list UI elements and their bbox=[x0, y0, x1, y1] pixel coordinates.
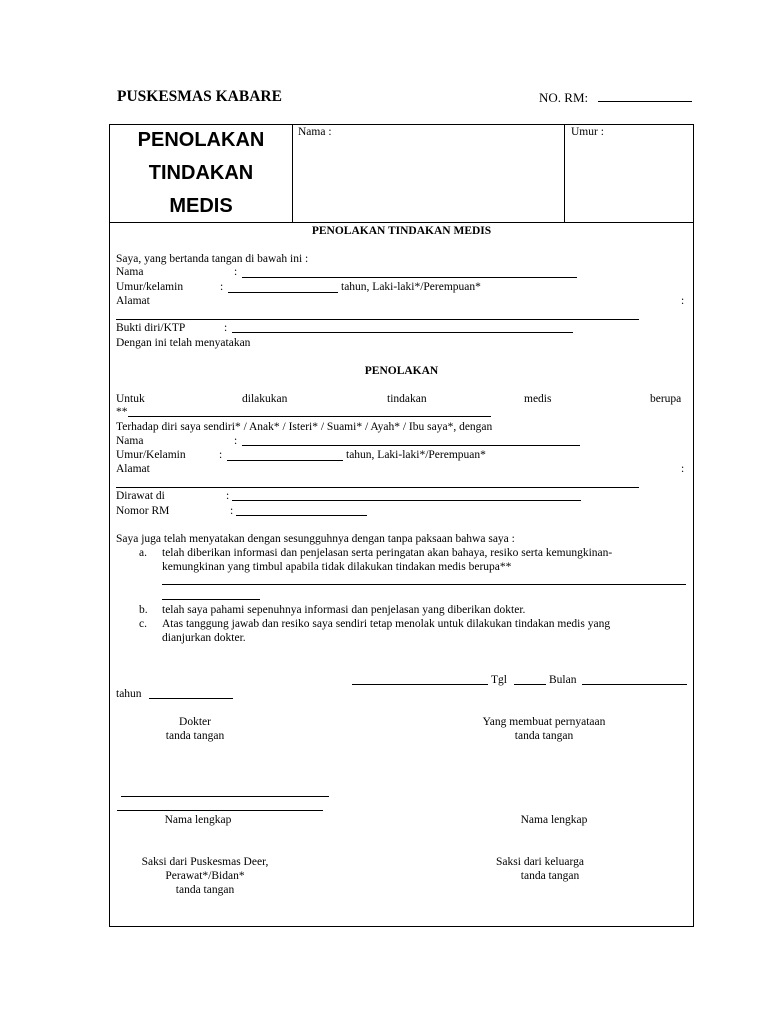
form-title-line1: PENOLAKAN bbox=[137, 129, 265, 151]
title-divider bbox=[292, 124, 293, 222]
tahun-field[interactable] bbox=[149, 698, 233, 699]
statement-a-field-continued[interactable] bbox=[162, 599, 260, 600]
patient-umur-suffix: tahun, Laki-laki*/Perempuan* bbox=[346, 449, 486, 461]
saksi-puskesmas-line1: Saksi dari Puskesmas Deer, bbox=[141, 856, 269, 868]
statement-c-line1: Atas tanggung jawab dan resiko saya sendiri tetap menolak untuk dilakukan tindakan medis yang bbox=[162, 618, 611, 630]
form-title-line3: MEDIS bbox=[169, 195, 233, 217]
header-nama-label[interactable]: Nama : bbox=[298, 126, 332, 138]
rm-number-field[interactable] bbox=[598, 101, 692, 102]
place-field[interactable] bbox=[352, 684, 488, 685]
statement-a-marker: a. bbox=[139, 547, 147, 559]
dirawat-label: Dirawat di bbox=[116, 490, 165, 502]
dokter-tanda-tangan: tanda tangan bbox=[165, 730, 225, 742]
header-divider bbox=[109, 222, 694, 223]
section-title: PENOLAKAN TINDAKAN MEDIS bbox=[311, 225, 492, 237]
pembuat-tanda-tangan: tanda tangan bbox=[514, 730, 574, 742]
statement-b-text: telah saya pahami sepenuhnya informasi dan penjelasan yang diberikan dokter. bbox=[162, 604, 526, 616]
statement-a-field[interactable] bbox=[162, 584, 686, 585]
statement-c-marker: c. bbox=[139, 618, 147, 630]
patient-alamat-label: Alamat bbox=[116, 463, 150, 475]
bulan-label: Bulan bbox=[549, 674, 577, 686]
patient-nama-field[interactable] bbox=[242, 445, 580, 446]
nomor-rm-field[interactable] bbox=[236, 515, 367, 516]
statement-a-line1: telah diberikan informasi dan penjelasan serta peringatan akan bahaya, resiko serta kemungkinan- bbox=[162, 547, 613, 559]
berupa-word: berupa bbox=[650, 393, 682, 405]
patient-nama-label: Nama bbox=[116, 435, 144, 447]
statement-b-marker: b. bbox=[139, 604, 148, 616]
saksi-puskesmas-line2: Perawat*/Bidan* bbox=[165, 870, 245, 882]
tahun-label: tahun bbox=[116, 688, 142, 700]
umur-divider bbox=[564, 124, 565, 222]
statements-intro: Saya juga telah menyatakan dengan sesungguhnya dengan tanpa paksaan bahwa saya : bbox=[116, 533, 515, 545]
colon: : bbox=[230, 505, 234, 517]
untuk-word: Untuk bbox=[116, 393, 145, 405]
nomor-rm-label: Nomor RM bbox=[116, 505, 170, 517]
double-star: ** bbox=[116, 406, 128, 418]
dokter-signature-field-2[interactable] bbox=[117, 810, 323, 811]
form-frame bbox=[109, 124, 694, 927]
declarant-statement: Dengan ini telah menyatakan bbox=[116, 337, 251, 349]
colon: : bbox=[234, 435, 238, 447]
declarant-umur-field[interactable] bbox=[228, 292, 338, 293]
saksi-keluarga-label: Saksi dari keluarga bbox=[496, 856, 584, 868]
saksi-keluarga-tanda-tangan: tanda tangan bbox=[520, 870, 580, 882]
statement-a-line2: kemungkinan yang timbul apabila tidak dilakukan tindakan medis berupa** bbox=[162, 561, 512, 573]
bulan-field[interactable] bbox=[582, 684, 687, 685]
colon: : bbox=[234, 266, 238, 278]
dokter-label: Dokter bbox=[179, 716, 211, 728]
tgl-label: Tgl bbox=[491, 674, 507, 686]
statement-c-line2: dianjurkan dokter. bbox=[162, 632, 246, 644]
medis-word: medis bbox=[524, 393, 552, 405]
declarant-intro: Saya, yang bertanda tangan di bawah ini : bbox=[116, 253, 309, 265]
saksi-puskesmas-tanda-tangan: tanda tangan bbox=[175, 884, 235, 896]
tindakan-field[interactable] bbox=[128, 416, 491, 417]
declarant-alamat-label: Alamat bbox=[116, 295, 150, 307]
clinic-name: PUSKESMAS KABARE bbox=[117, 88, 282, 105]
dilakukan-word: dilakukan bbox=[242, 393, 288, 405]
patient-umur-label: Umur/Kelamin bbox=[116, 449, 186, 461]
colon: : bbox=[220, 281, 224, 293]
dokter-signature-field[interactable] bbox=[121, 796, 329, 797]
colon: : bbox=[219, 449, 223, 461]
header-umur-label[interactable]: Umur : bbox=[571, 126, 604, 138]
declarant-nama-label: Nama bbox=[116, 266, 144, 278]
declarant-alamat-field[interactable] bbox=[116, 319, 639, 320]
patient-alamat-field[interactable] bbox=[116, 487, 639, 488]
rm-number-label: NO. RM: bbox=[539, 90, 589, 105]
terhadap-text: Terhadap diri saya sendiri* / Anak* / Isteri* / Suami* / Ayah* / Ibu saya*, dengan bbox=[116, 421, 493, 433]
dirawat-field[interactable] bbox=[232, 500, 581, 501]
patient-umur-field[interactable] bbox=[227, 460, 343, 461]
pembuat-label: Yang membuat pernyataan bbox=[482, 716, 606, 728]
declarant-bukti-field[interactable] bbox=[232, 332, 573, 333]
colon: : bbox=[226, 490, 230, 502]
dokter-nama-lengkap: Nama lengkap bbox=[164, 814, 232, 826]
declarant-bukti-label: Bukti diri/KTP bbox=[116, 322, 186, 334]
tindakan-word: tindakan bbox=[387, 393, 427, 405]
declarant-nama-field[interactable] bbox=[242, 277, 577, 278]
tgl-field[interactable] bbox=[514, 684, 546, 685]
declarant-umur-label: Umur/kelamin bbox=[116, 281, 184, 293]
colon: : bbox=[224, 322, 228, 334]
colon: : bbox=[681, 295, 685, 307]
colon: : bbox=[681, 463, 685, 475]
form-title-line2: TINDAKAN bbox=[148, 162, 254, 184]
declarant-umur-suffix: tahun, Laki-laki*/Perempuan* bbox=[341, 281, 481, 293]
pembuat-nama-lengkap: Nama lengkap bbox=[520, 814, 588, 826]
penolakan-heading: PENOLAKAN bbox=[364, 365, 439, 377]
